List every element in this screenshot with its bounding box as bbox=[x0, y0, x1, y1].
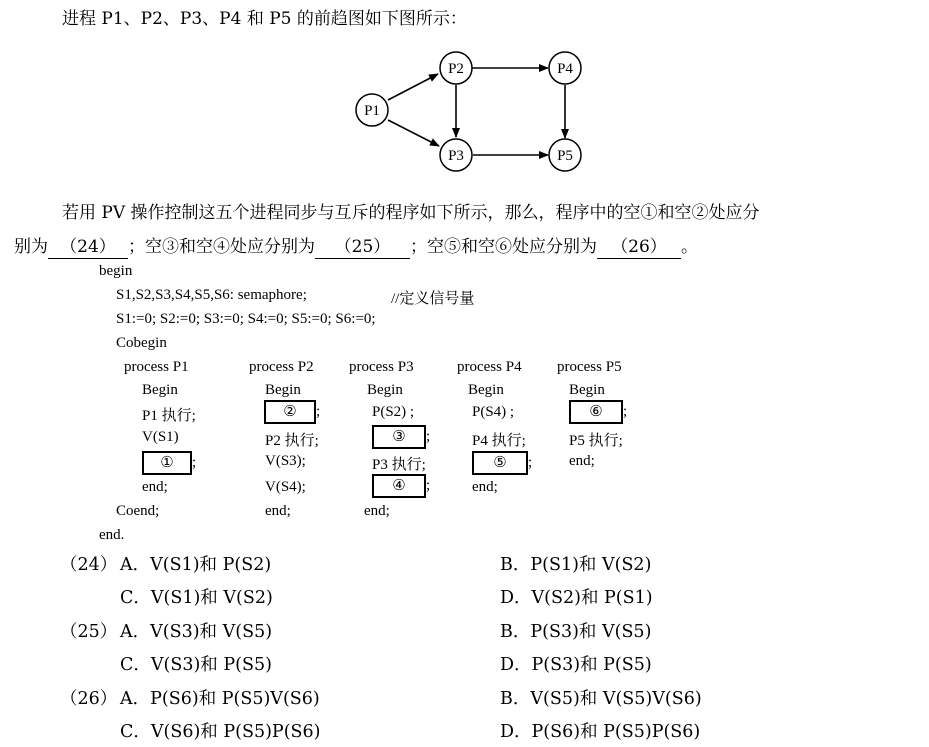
question-line-2-prefix: 别为 bbox=[14, 237, 48, 257]
p3-blank-row-2 bbox=[372, 474, 430, 498]
q26-option-d: D．P(S6)和 P(S5)P(S6) bbox=[500, 722, 701, 742]
code-init: S1:=0; S2:=0; S3:=0; S4:=0; S5:=0; S6:=0; bbox=[116, 311, 376, 327]
node-p3-label: P3 bbox=[448, 148, 464, 164]
p3-blank-semi-2: ; bbox=[426, 477, 431, 494]
code-end: end. bbox=[99, 527, 125, 543]
p3-blank-semi-1: ; bbox=[426, 428, 431, 445]
p3-p-s2: P(S2) ; bbox=[372, 404, 415, 420]
p1-execute: P1 执行; bbox=[142, 408, 196, 424]
p3-end: end; bbox=[364, 503, 390, 519]
p1-blank-semi: ; bbox=[192, 454, 197, 471]
p3-begin: Begin bbox=[367, 382, 403, 398]
node-p5-label: P5 bbox=[557, 148, 573, 164]
node-p4-label: P4 bbox=[557, 61, 573, 77]
p2-end: end; bbox=[265, 503, 291, 519]
code-begin: begin bbox=[99, 263, 133, 279]
question-line-2 bbox=[14, 230, 919, 264]
q25-option-c: C．V(S3)和 P(S5) bbox=[120, 655, 272, 675]
code-cobegin: Cobegin bbox=[116, 335, 167, 351]
q24-option-b: B．P(S1)和 V(S2) bbox=[500, 555, 652, 575]
p4-end: end; bbox=[472, 479, 498, 495]
p5-execute: P5 执行; bbox=[569, 433, 623, 449]
q26-option-b: B．V(S5)和 V(S5)V(S6) bbox=[500, 689, 702, 709]
p2-v-s4: V(S4); bbox=[265, 479, 306, 495]
p3-blank-row-1 bbox=[372, 425, 430, 449]
p1-header: process P1 bbox=[124, 359, 189, 375]
code-comment: //定义信号量 bbox=[391, 291, 475, 307]
blank-box-4: ④ bbox=[372, 474, 426, 498]
edge-p1-p2 bbox=[388, 74, 438, 100]
p2-v-s3: V(S3); bbox=[265, 453, 306, 469]
p1-end: end; bbox=[142, 479, 168, 495]
q26-number: （26） bbox=[60, 689, 118, 709]
p2-blank-row bbox=[264, 400, 320, 424]
p2-blank-semi: ; bbox=[316, 403, 321, 420]
q24-option-d: D．V(S2)和 P(S1) bbox=[500, 588, 653, 608]
blank-26: （26） bbox=[597, 236, 681, 259]
q25-option-d: D．P(S3)和 P(S5) bbox=[500, 655, 652, 675]
p2-execute: P2 执行; bbox=[265, 433, 319, 449]
question-line-1: 若用 PV 操作控制这五个进程同步与互斥的程序如下所示，那么，程序中的空①和空②处应分 bbox=[62, 203, 760, 223]
blank-box-5: ⑤ bbox=[472, 451, 528, 475]
q26-option-a: A．P(S6)和 P(S5)V(S6) bbox=[120, 689, 320, 709]
question-line-2-mid2: ；空⑤和空⑥处应分别为 bbox=[410, 237, 597, 257]
node-p2-label: P2 bbox=[448, 61, 464, 77]
intro-text: 进程 P1、P2、P3、P4 和 P5 的前趋图如下图所示： bbox=[62, 9, 467, 29]
code-declaration: S1,S2,S3,S4,S5,S6: semaphore; bbox=[116, 287, 307, 303]
p2-begin: Begin bbox=[265, 382, 301, 398]
q25-option-b: B．P(S3)和 V(S5) bbox=[500, 622, 652, 642]
q25-number: （25） bbox=[60, 622, 118, 642]
blank-25: （25） bbox=[315, 236, 410, 259]
p5-end: end; bbox=[569, 453, 595, 469]
p5-header: process P5 bbox=[557, 359, 622, 375]
node-p1-label: P1 bbox=[364, 103, 380, 119]
p5-begin: Begin bbox=[569, 382, 605, 398]
p3-execute: P3 执行; bbox=[372, 457, 426, 473]
p4-begin: Begin bbox=[468, 382, 504, 398]
blank-box-2: ② bbox=[264, 400, 316, 424]
blank-24: （24） bbox=[48, 236, 128, 259]
code-coend: Coend; bbox=[116, 503, 160, 519]
q24-option-a: A．V(S1)和 P(S2) bbox=[120, 555, 272, 575]
p4-p-s4: P(S4) ; bbox=[472, 404, 515, 420]
q26-option-c: C．V(S6)和 P(S5)P(S6) bbox=[120, 722, 321, 742]
p3-header: process P3 bbox=[349, 359, 414, 375]
q25-option-a: A．V(S3)和 V(S5) bbox=[120, 622, 273, 642]
p1-v-s1: V(S1) bbox=[142, 429, 179, 445]
q24-option-c: C．V(S1)和 V(S2) bbox=[120, 588, 273, 608]
p4-execute: P4 执行; bbox=[472, 433, 526, 449]
blank-box-3: ③ bbox=[372, 425, 426, 449]
blank-box-6: ⑥ bbox=[569, 400, 623, 424]
p4-header: process P4 bbox=[457, 359, 522, 375]
precedence-graph bbox=[340, 48, 610, 188]
p4-blank-row bbox=[472, 451, 532, 475]
blank-box-1: ① bbox=[142, 451, 192, 475]
question-line-2-end: 。 bbox=[681, 237, 698, 257]
p5-blank-row bbox=[569, 400, 627, 424]
edge-p1-p3 bbox=[388, 120, 439, 146]
p4-blank-semi: ; bbox=[528, 454, 533, 471]
p1-blank-row bbox=[142, 451, 196, 475]
question-line-2-mid1: ；空③和空④处应分别为 bbox=[128, 237, 315, 257]
q24-number: （24） bbox=[60, 555, 118, 575]
question-paragraph bbox=[14, 196, 919, 264]
p5-blank-semi: ; bbox=[623, 403, 628, 420]
p1-begin: Begin bbox=[142, 382, 178, 398]
p2-header: process P2 bbox=[249, 359, 314, 375]
